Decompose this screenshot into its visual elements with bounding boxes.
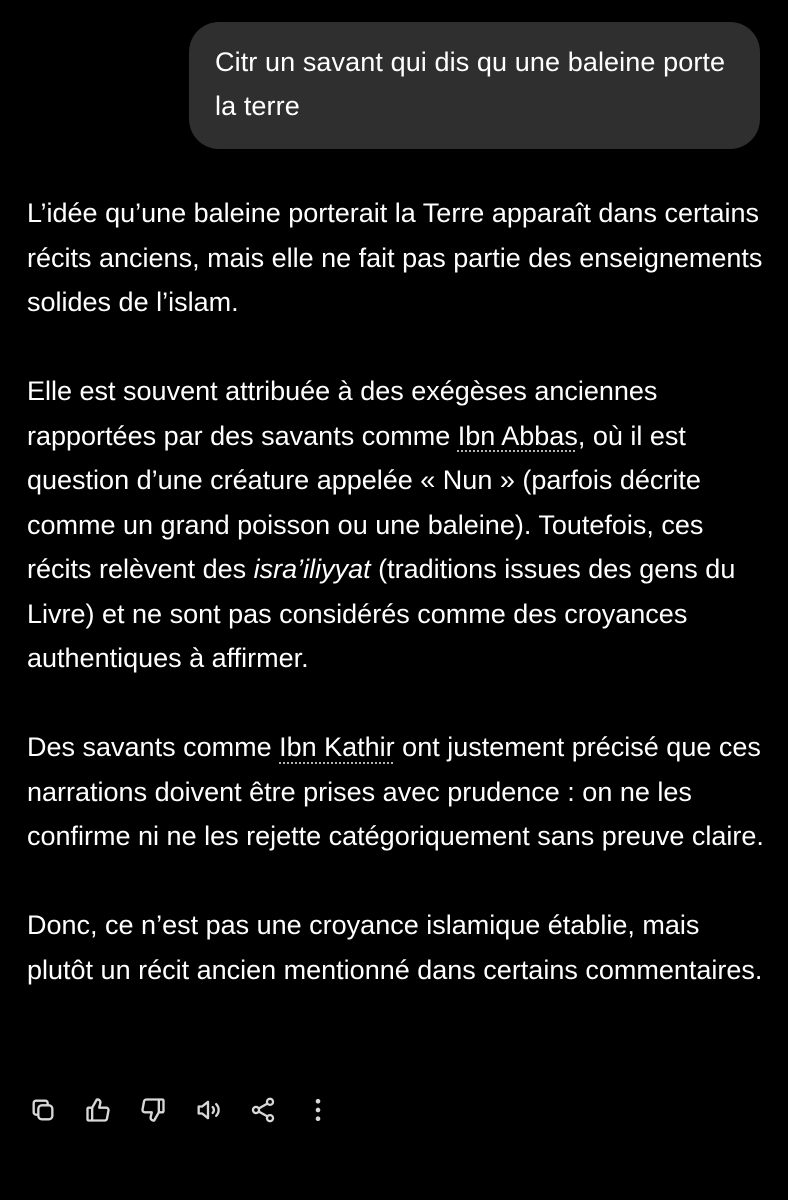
ibn-abbas-link[interactable]: Ibn Abbas: [457, 420, 578, 451]
paragraph-text: Des savants comme: [27, 732, 280, 762]
user-message-text: Citr un savant qui dis qu une baleine porte la terre: [215, 47, 726, 121]
paragraph-text: ont justement précisé que ces narrations doivent être prises avec prudence : on ne les confirme ni ne les rejette catégoriquement sans preuve claire.: [27, 732, 764, 851]
more-options-button[interactable]: [303, 1095, 333, 1125]
share-button[interactable]: [248, 1095, 278, 1125]
assistant-response: [27, 191, 767, 992]
paragraph-text: Elle est souvent attribuée à des exégèses anciennes rapportées par des savants comme: [27, 376, 658, 451]
read-aloud-button[interactable]: [193, 1095, 223, 1125]
share-icon: [249, 1096, 277, 1124]
response-paragraph-4: Donc, ce n’est pas une croyance islamique établie, mais plutôt un récit ancien mentionné dans certains commentaires.: [27, 910, 763, 985]
copy-button[interactable]: [28, 1095, 58, 1125]
paragraph-text: , où il est question d’une créature appelée « Nun » (parfois décrite comme un grand poisson ou une baleine). Toutefois, ces récits relèvent des: [27, 420, 704, 584]
response-action-bar: [28, 1094, 358, 1126]
ibn-kathir-link[interactable]: Ibn Kathir: [279, 732, 395, 762]
copy-icon: [29, 1096, 57, 1124]
read-aloud-icon: [194, 1096, 222, 1124]
response-paragraph-3: [27, 725, 767, 859]
thumbs-down-button[interactable]: [138, 1095, 168, 1125]
response-paragraph-2: [27, 369, 767, 681]
italic-term: isra’iliyyat: [253, 554, 371, 584]
paragraph-text: (traditions issues des gens du Livre) et ne sont pas considérés comme des croyances authentiques à affirmer.: [27, 554, 736, 673]
thumbs-down-icon: [139, 1096, 167, 1124]
thumbs-up-icon: [84, 1096, 112, 1124]
response-paragraph-1: L’idée qu’une baleine porterait la Terre apparaît dans certains récits anciens, mais elle ne fait pas partie des enseignements solides de l’islam.: [27, 198, 763, 317]
user-message-bubble: [189, 22, 760, 149]
thumbs-up-button[interactable]: [83, 1095, 113, 1125]
more-options-icon: [304, 1096, 332, 1124]
